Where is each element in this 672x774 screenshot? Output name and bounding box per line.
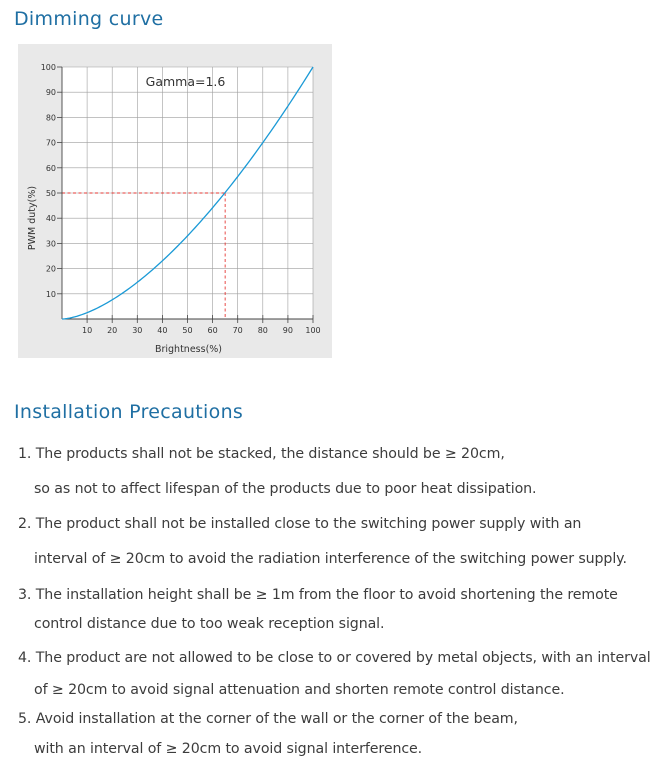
y-tick-label: 40	[45, 214, 56, 224]
precaution-3-line-1: 3. The installation height shall be ≥ 1m from the floor to avoid shortening the remote	[18, 587, 618, 603]
gamma-annotation: Gamma=1.6	[145, 73, 226, 89]
y-tick-label: 30	[45, 239, 56, 249]
y-tick-label: 80	[45, 113, 56, 123]
x-tick-label: 100	[305, 326, 321, 335]
precaution-1-line-1: 1. The products shall not be stacked, the distance should be ≥ 20cm,	[18, 446, 505, 462]
x-tick-label: 30	[132, 326, 143, 335]
x-axis-label: Brightness(%)	[154, 344, 223, 355]
precaution-4-line-1: 4. The product are not allowed to be close to or covered by metal objects, with an interval	[18, 650, 651, 666]
precaution-3-line-2: control distance due to too weak reception signal.	[34, 616, 385, 632]
y-tick-label: 10	[45, 289, 56, 299]
x-tick-label: 50	[182, 326, 193, 335]
y-tick-label: 60	[45, 163, 56, 173]
precaution-5-line-1: 5. Avoid installation at the corner of the wall or the corner of the beam,	[18, 711, 518, 727]
dimming-curve-title: Dimming curve	[14, 8, 164, 30]
x-tick-label: 80	[257, 326, 268, 335]
x-tick-label: 70	[232, 326, 243, 335]
y-tick-label: 100	[40, 63, 56, 72]
precaution-5-line-2: with an interval of ≥ 20cm to avoid signal interference.	[34, 741, 423, 757]
installation-precautions-title: Installation Precautions	[14, 401, 244, 423]
y-tick-label: 50	[45, 189, 56, 198]
x-tick-label: 20	[107, 326, 118, 335]
precaution-2-line-1: 2. The product shall not be installed close to the switching power supply with an	[18, 516, 582, 532]
y-tick-label: 20	[45, 264, 56, 274]
x-tick-label: 90	[282, 326, 293, 335]
y-tick-label: 90	[45, 88, 56, 98]
x-tick-label: 10	[82, 326, 93, 335]
y-axis-label: PWM duty(%)	[27, 185, 38, 251]
x-tick-label: 60	[207, 326, 218, 335]
y-tick-label: 70	[45, 138, 56, 148]
precaution-4-line-2: of ≥ 20cm to avoid signal attenuation and shorten remote control distance.	[34, 682, 565, 698]
x-tick-label: 40	[157, 326, 168, 335]
precaution-1-line-2: so as not to affect lifespan of the products due to poor heat dissipation.	[34, 481, 537, 497]
precaution-2-line-2: interval of ≥ 20cm to avoid the radiation interference of the switching power supply.	[34, 551, 627, 567]
